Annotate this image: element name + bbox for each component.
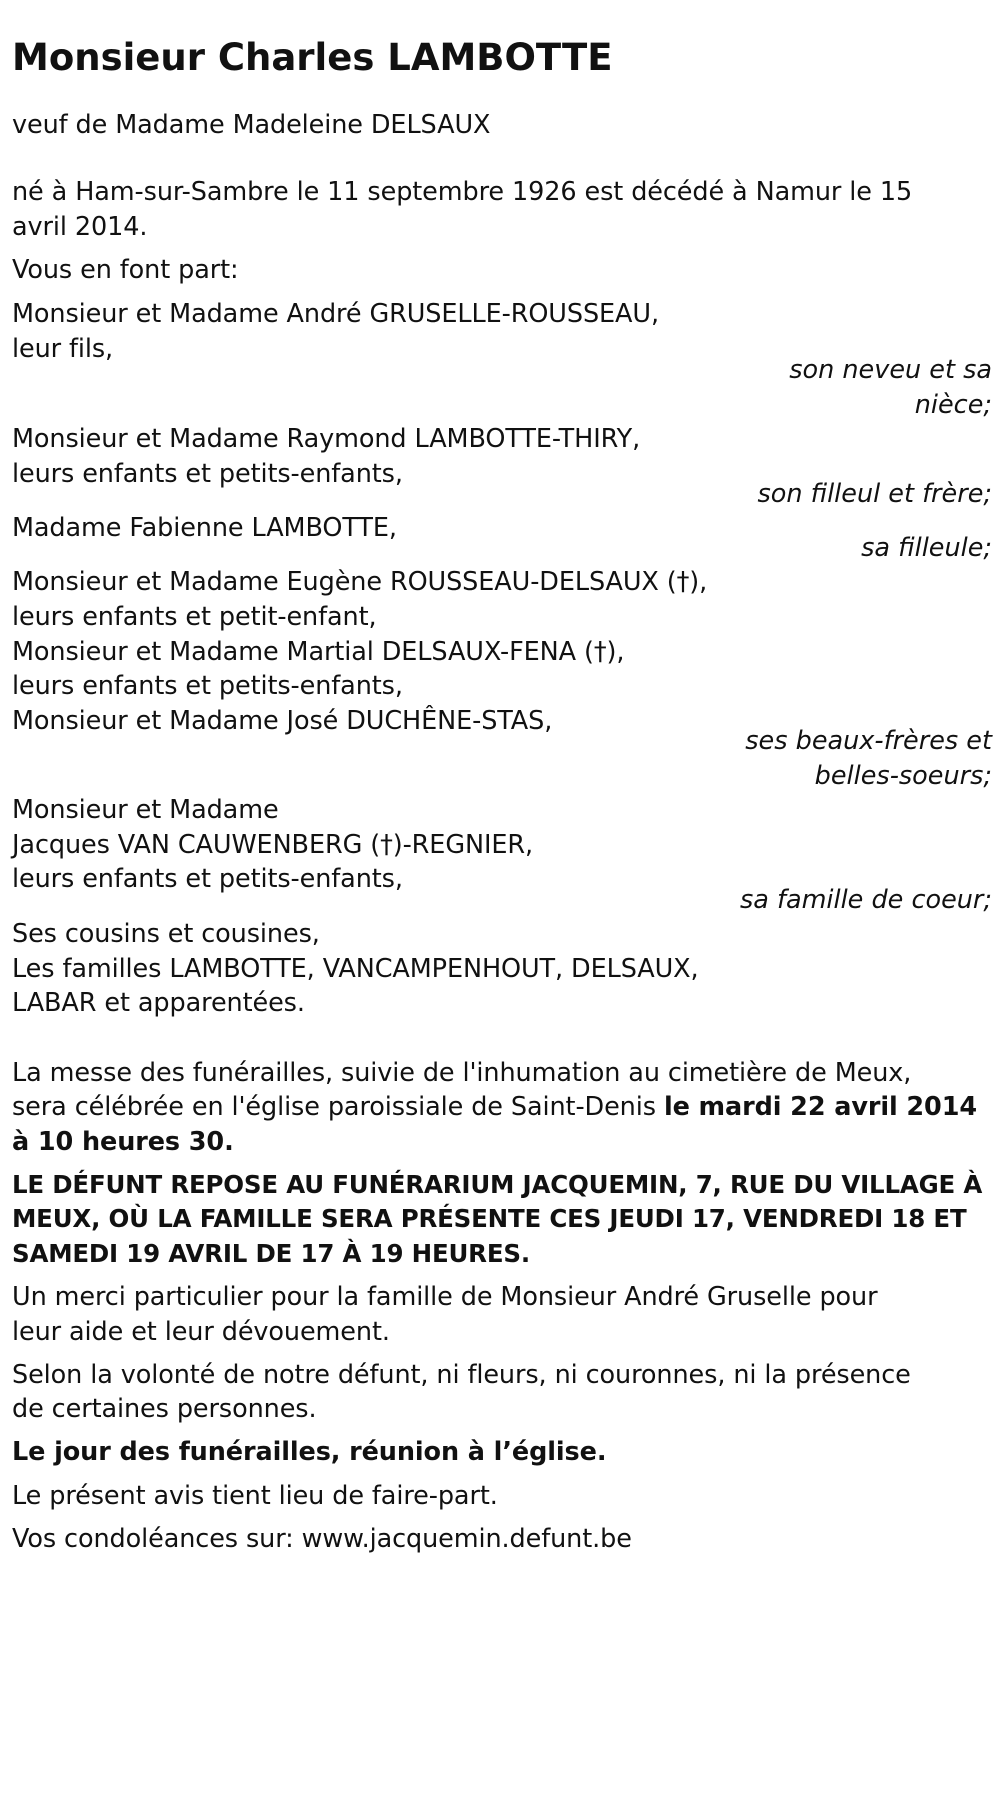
funerarium-line-3: SAMEDI 19 AVRIL DE 17 À 19 HEURES. <box>12 1239 530 1268</box>
condolences-line: Vos condoléances sur: www.jacquemin.defunt.be <box>12 1524 632 1554</box>
family-gruselle-2: leur fils, <box>12 334 114 364</box>
birth-death-line-1: né à Ham-sur-Sambre le 11 septembre 1926 est décédé à Namur le 15 <box>12 177 913 207</box>
birth-death-line-2: avril 2014. <box>12 212 148 242</box>
notice-line: Le présent avis tient lieu de faire-part. <box>12 1481 498 1511</box>
family-raymond-1: Monsieur et Madame Raymond LAMBOTTE-THIRY, <box>12 424 641 454</box>
ceremony-date: le mardi 22 avril 2014 <box>663 1092 977 1122</box>
thanks-line-2: leur aide et leur dévouement. <box>12 1317 390 1347</box>
family-heart-3: leurs enfants et petits-enfants, <box>12 864 403 894</box>
funerarium-line-2: MEUX, OÙ LA FAMILLE SERA PRÉSENTE CES JEUDI 17, VENDREDI 18 ET <box>12 1204 967 1233</box>
cousins-line-2: Les familles LAMBOTTE, VANCAMPENHOUT, DELSAUX, <box>12 954 699 984</box>
family-in-laws-4: leurs enfants et petits-enfants, <box>12 671 403 701</box>
wishes-line-2: de certaines personnes. <box>12 1394 317 1424</box>
page-title: Monsieur Charles LAMBOTTE <box>12 36 613 79</box>
ceremony-place: sera célébrée en l'église paroissiale de Saint-Denis <box>12 1092 664 1122</box>
relation-in-laws-1: ses beaux-frères et <box>745 726 992 756</box>
wishes-line-1: Selon la volonté de notre défunt, ni fleurs, ni couronnes, ni la présence <box>12 1360 911 1390</box>
relation-raymond: son filleul et frère; <box>757 479 992 509</box>
relation-in-laws-2: belles-soeurs; <box>814 761 992 791</box>
thanks-line-1: Un merci particulier pour la famille de Monsieur André Gruselle pour <box>12 1282 878 1312</box>
relation-gruselle-1: son neveu et sa <box>789 355 992 385</box>
reunion-line: Le jour des funérailles, réunion à l’église. <box>12 1437 607 1467</box>
cousins-line-3: LABAR et apparentées. <box>12 988 305 1018</box>
family-heart-2: Jacques VAN CAUWENBERG (†)-REGNIER, <box>12 830 534 860</box>
funerarium-line-1: LE DÉFUNT REPOSE AU FUNÉRARIUM JACQUEMIN, 7, RUE DU VILLAGE À <box>12 1170 983 1199</box>
relation-fabienne: sa filleule; <box>861 533 992 563</box>
family-in-laws-5: Monsieur et Madame José DUCHÊNE-STAS, <box>12 706 553 736</box>
relation-heart: sa famille de coeur; <box>739 885 992 915</box>
ceremony-line-2 <box>12 1087 977 1127</box>
announce-line: Vous en font part: <box>12 255 239 285</box>
cousins-line-1: Ses cousins et cousines, <box>12 919 320 949</box>
ceremony-time: à 10 heures 30. <box>12 1127 234 1157</box>
family-raymond-2: leurs enfants et petits-enfants, <box>12 459 403 489</box>
family-heart-1: Monsieur et Madame <box>12 795 279 825</box>
family-in-laws-2: leurs enfants et petit-enfant, <box>12 602 377 632</box>
family-gruselle-1: Monsieur et Madame André GRUSELLE-ROUSSEAU, <box>12 299 659 329</box>
relation-gruselle-2: nièce; <box>914 390 992 420</box>
widower-line: veuf de Madame Madeleine DELSAUX <box>12 110 491 140</box>
family-fabienne: Madame Fabienne LAMBOTTE, <box>12 513 397 543</box>
ceremony-line-1: La messe des funérailles, suivie de l'inhumation au cimetière de Meux, <box>12 1058 912 1088</box>
family-in-laws-1: Monsieur et Madame Eugène ROUSSEAU-DELSAUX (†), <box>12 567 708 597</box>
family-in-laws-3: Monsieur et Madame Martial DELSAUX-FENA (†), <box>12 637 625 667</box>
